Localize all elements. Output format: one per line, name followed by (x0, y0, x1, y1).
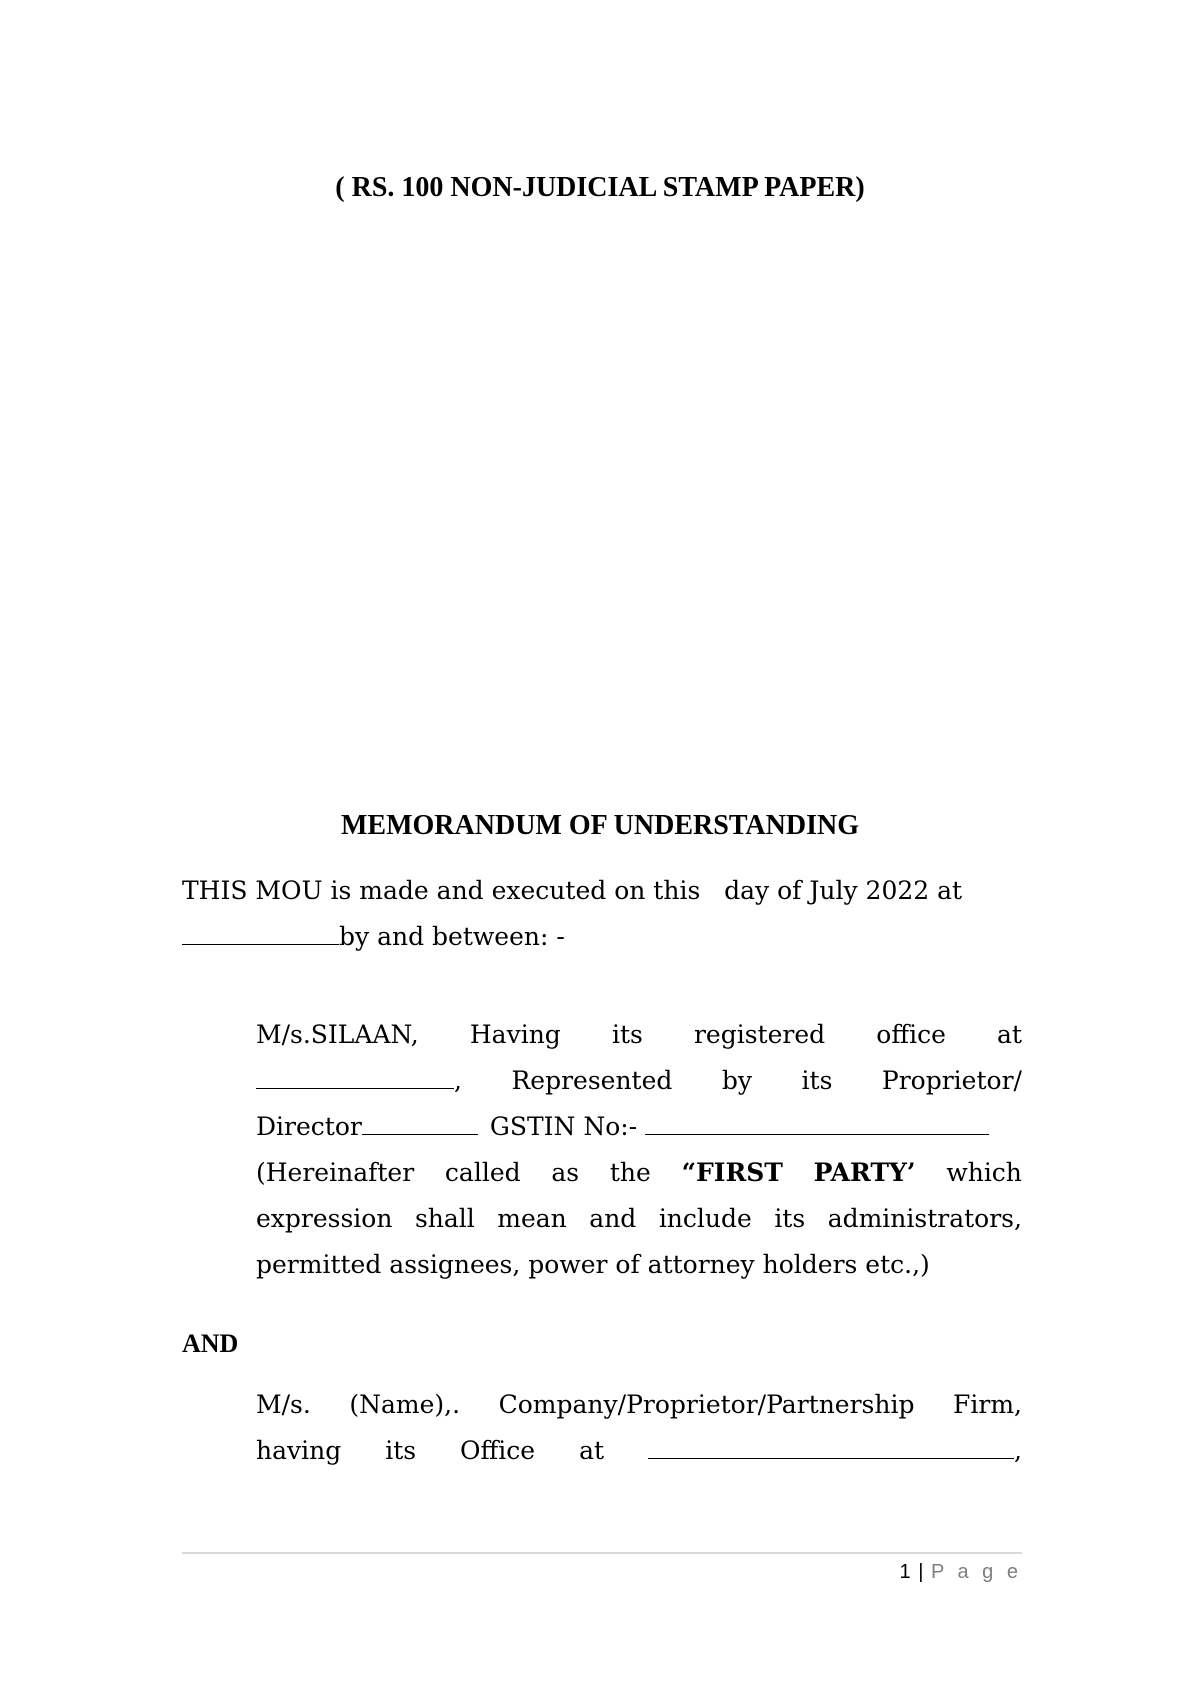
first-party-line-1 (256, 1012, 1022, 1058)
party-word: PARTY (813, 1158, 907, 1187)
word: Proprietor/ (881, 1066, 1022, 1095)
first-party-term-part2 (814, 1150, 916, 1196)
word: by (721, 1066, 753, 1095)
footer-divider (182, 1552, 1022, 1554)
word: and (589, 1204, 637, 1233)
director-group (256, 1104, 478, 1150)
second-party-paragraph (256, 1382, 1022, 1474)
word: Firm, (953, 1390, 1022, 1419)
gstin-blank (645, 1110, 989, 1135)
footer-separator: | (918, 1561, 924, 1583)
word: (Hereinafter (256, 1158, 415, 1187)
word: (Name),. (349, 1390, 461, 1419)
and-label: AND (182, 1329, 239, 1358)
office-address-blank-group (256, 1058, 462, 1104)
word: as (551, 1158, 580, 1187)
close-quote: ’ (906, 1158, 916, 1187)
page-number: 1 (899, 1561, 911, 1583)
intro-line-1: THIS MOU is made and executed on this day of July 2022 at (182, 876, 963, 905)
word: which (946, 1158, 1022, 1187)
stamp-paper-heading: ( RS. 100 NON-JUDICIAL STAMP PAPER) (335, 172, 865, 203)
intro-paragraph (182, 868, 1022, 960)
word: its (385, 1436, 417, 1465)
first-word: FIRST (696, 1158, 783, 1187)
intro-line-2-text: by and between: - (339, 922, 565, 951)
comma: , (454, 1066, 462, 1095)
word: the (609, 1158, 651, 1187)
first-party-line-5 (256, 1196, 1022, 1242)
first-party-line-4 (256, 1150, 1022, 1196)
word: registered (693, 1020, 826, 1049)
document-title: MEMORANDUM OF UNDERSTANDING (341, 810, 859, 841)
word: Having (469, 1020, 561, 1049)
word: at (579, 1436, 605, 1465)
word: administrators, (827, 1204, 1022, 1233)
intro-line-2 (182, 914, 1022, 960)
place-blank (182, 918, 339, 945)
office-address-blank (256, 1064, 454, 1089)
page-label: P a g e (930, 1561, 1022, 1583)
second-office-blank (648, 1434, 1014, 1459)
word: its (611, 1020, 643, 1049)
word: M/s.SILAAN, (256, 1020, 419, 1049)
gstin-label: GSTIN No:- (489, 1112, 638, 1141)
first-party-line-2 (256, 1058, 1022, 1104)
second-party-line-1 (256, 1382, 1022, 1428)
director-blank (362, 1110, 478, 1135)
page-footer (900, 1558, 1022, 1586)
first-party-last-line: permitted assignees, power of attorney holders etc.,) (256, 1250, 930, 1279)
word: its (774, 1204, 806, 1233)
word: its (801, 1066, 833, 1095)
open-quote: “ (681, 1158, 696, 1187)
word: Company/Proprietor/Partnership (498, 1390, 915, 1419)
first-party-line-3 (256, 1104, 1022, 1150)
word: expression (256, 1204, 393, 1233)
gstin-group (490, 1104, 989, 1150)
comma: , (1014, 1436, 1022, 1465)
word: Represented (511, 1066, 673, 1095)
word: shall (414, 1204, 475, 1233)
first-party-paragraph (256, 1012, 1022, 1288)
word: at (997, 1020, 1022, 1049)
word: M/s. (256, 1390, 311, 1419)
word: mean (497, 1204, 567, 1233)
director-label: Director (256, 1112, 362, 1141)
word: include (658, 1204, 752, 1233)
word: called (444, 1158, 521, 1187)
first-party-term-part1 (682, 1150, 783, 1196)
second-party-line-2 (256, 1428, 1022, 1474)
first-party-line-6 (256, 1242, 1022, 1288)
word: having (256, 1436, 342, 1465)
second-office-blank-group (648, 1428, 1022, 1474)
word: Office (460, 1436, 536, 1465)
word: office (876, 1020, 946, 1049)
